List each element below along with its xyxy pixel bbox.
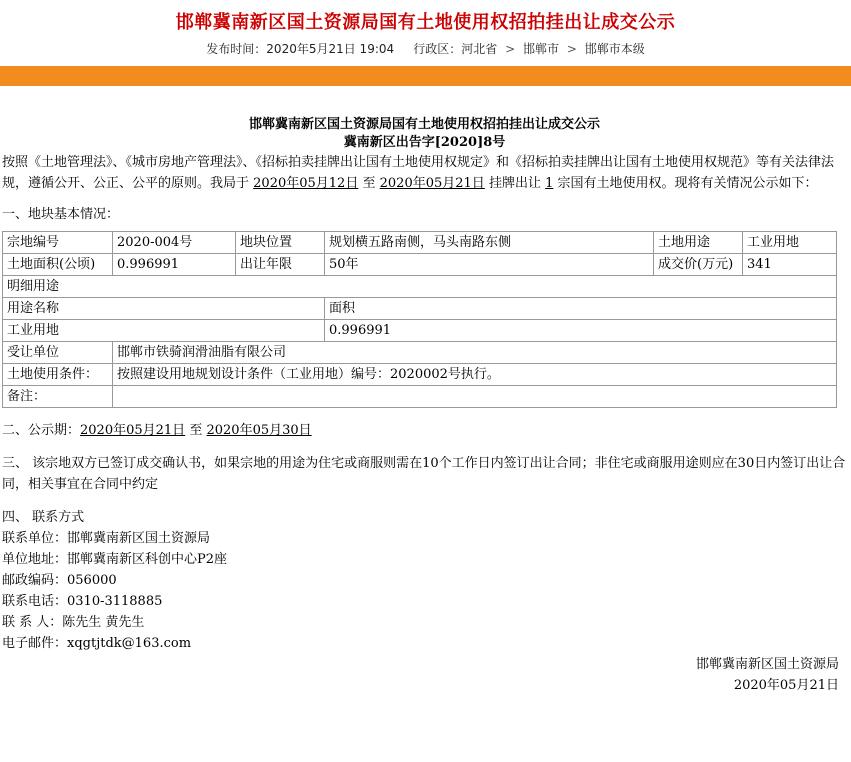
table-cell: 2020-004号 bbox=[113, 232, 236, 254]
table-cell: 0.996991 bbox=[113, 254, 236, 276]
region-city[interactable]: 邯郸市 bbox=[522, 42, 559, 56]
notice-title: 邯郸冀南新区国土资源局国有土地使用权招拍挂出让成交公示 bbox=[248, 117, 600, 132]
table-cell: 明细用途 bbox=[3, 276, 837, 298]
table-cell: 土地面积(公顷) bbox=[3, 254, 113, 276]
region-district[interactable]: 邯郸市本级 bbox=[584, 42, 645, 56]
notice-number: 冀南新区出告字[2020]8号 bbox=[343, 135, 506, 150]
section1-heading: 一、地块基本情况： bbox=[2, 207, 120, 222]
table-cell: 用途名称 bbox=[3, 298, 325, 320]
chevron-right-icon: > bbox=[505, 42, 516, 56]
table-cell: 面积 bbox=[325, 298, 837, 320]
section2-publicity-period bbox=[2, 420, 847, 441]
section4-heading: 四、 联系方式 bbox=[2, 510, 85, 525]
listing-start-date: 2020年05月12日 bbox=[253, 176, 359, 191]
table-row bbox=[3, 254, 837, 276]
table-row bbox=[3, 342, 837, 364]
intro-text-1: 按照《土地管理法》、《城市房地产管理法》、《招标拍卖挂牌出让国有土地使用权规定》和《招标拍卖挂牌出让国有土地使用权规范》等有关法律法规，遵循公开、公正、公平的原则。我局于 bbox=[2, 155, 835, 191]
table-cell: 0.996991 bbox=[325, 320, 837, 342]
table-cell: 341 bbox=[743, 254, 837, 276]
notice-body bbox=[2, 116, 847, 696]
region-label: 行政区： bbox=[413, 42, 462, 56]
region-province[interactable]: 河北省 bbox=[461, 42, 498, 56]
meta-bar bbox=[0, 40, 851, 57]
table-cell: 土地用途 bbox=[654, 232, 743, 254]
contact-phone: 联系电话：0310-3118885 bbox=[2, 594, 163, 609]
publicity-start-date: 2020年05月21日 bbox=[80, 423, 186, 438]
table-cell: 工业用地 bbox=[743, 232, 837, 254]
chevron-right-icon: > bbox=[566, 42, 577, 56]
intro-paragraph bbox=[2, 152, 847, 194]
intro-text-2: 挂牌出让 bbox=[488, 176, 541, 191]
table-row bbox=[3, 298, 837, 320]
table-row bbox=[3, 364, 837, 386]
to-word: 至 bbox=[189, 423, 203, 438]
table-cell: 成交价(万元) bbox=[654, 254, 743, 276]
table-cell: 工业用地 bbox=[3, 320, 325, 342]
contact-address: 单位地址：邯郸冀南新区科创中心P2座 bbox=[2, 552, 228, 567]
table-cell: 50年 bbox=[325, 254, 654, 276]
section3-text: 三、 该宗地双方已签订成交确认书，如果宗地的用途为住宅或商服则需在10个工作日内签订出让合同；非住宅或商服用途则应在30日内签订出让合同，相关事宜在合同中约定 bbox=[2, 456, 846, 492]
table-row bbox=[3, 386, 837, 408]
table-row bbox=[3, 276, 837, 298]
to-word: 至 bbox=[362, 176, 376, 191]
table-cell: 出让年限 bbox=[236, 254, 325, 276]
orange-divider-bar bbox=[0, 66, 851, 86]
table-cell: 备注： bbox=[3, 386, 113, 408]
publish-label: 发布时间： bbox=[206, 42, 267, 56]
section2-prefix: 二、公示期： bbox=[2, 423, 81, 438]
table-row bbox=[3, 232, 837, 254]
table-cell: 受让单位 bbox=[3, 342, 113, 364]
table-cell: 土地使用条件： bbox=[3, 364, 113, 386]
table-cell: 邯郸市铁骑润滑油脂有限公司 bbox=[113, 342, 837, 364]
table-cell: 按照建设用地规划设计条件（工业用地）编号：2020002号执行。 bbox=[113, 364, 837, 386]
contact-email: 电子邮件：xqgtjtdk@163.com bbox=[2, 636, 192, 651]
table-row bbox=[3, 320, 837, 342]
signature-org: 邯郸冀南新区国土资源局 bbox=[695, 657, 839, 672]
signature-date: 2020年05月21日 bbox=[733, 678, 839, 693]
publish-time: 2020年5月21日 19:04 bbox=[266, 42, 395, 56]
parcel-info-table bbox=[2, 231, 837, 408]
table-cell: 宗地编号 bbox=[3, 232, 113, 254]
table-cell bbox=[113, 386, 837, 408]
contact-unit: 联系单位：邯郸冀南新区国土资源局 bbox=[2, 531, 211, 546]
contact-person: 联 系 人：陈先生 黄先生 bbox=[2, 615, 145, 630]
publicity-end-date: 2020年05月30日 bbox=[206, 423, 312, 438]
contact-postcode: 邮政编码：056000 bbox=[2, 573, 117, 588]
table-cell: 规划横五路南侧，马头南路东侧 bbox=[325, 232, 654, 254]
parcel-count: 1 bbox=[545, 176, 554, 191]
listing-end-date: 2020年05月21日 bbox=[379, 176, 485, 191]
page-title: 邯郸冀南新区国土资源局国有土地使用权招拍挂出让成交公示 bbox=[175, 12, 676, 33]
table-cell: 地块位置 bbox=[236, 232, 325, 254]
intro-text-3: 宗国有土地使用权。现将有关情况公示如下： bbox=[557, 176, 818, 191]
